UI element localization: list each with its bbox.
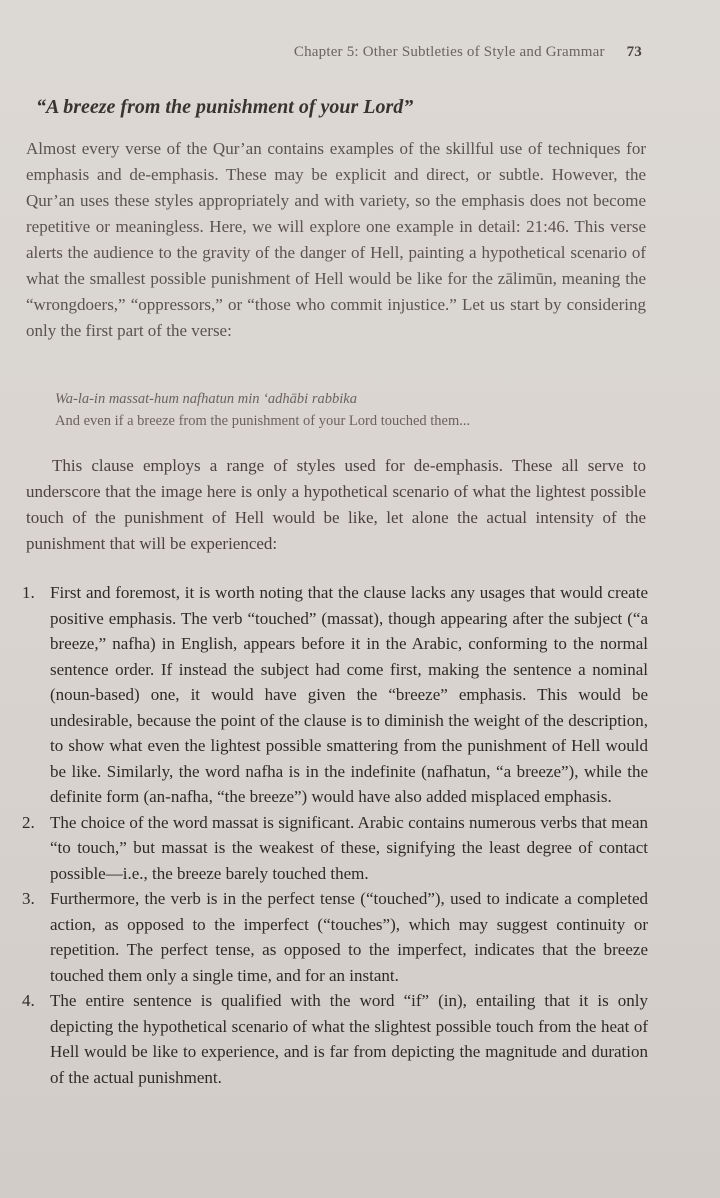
list-item-text: Furthermore, the verb is in the perfect tense (“touched”), used to indicate a completed action, as opposed to the imperfect (“touches”), which may suggest continuity or repetition. The perfect tense, as opposed to the imperfect, indicates that the breeze touched them only a single time, and for an instant. [50,889,648,985]
intro-paragraph: Almost every verse of the Qur’an contains examples of the skillful use of techniques for emphasis and de-emphasis. These may be explicit and direct, or subtle. However, the Qur’an uses these styles appropriately and with variety, so the emphasis does not become repetitive or meaningless. Here, we will explore one example in detail: 21:46. This verse alerts the audience to the gravity of the danger of Hell, painting a hypothetical scenario of what the smallest possible punishment of Hell would be like for the zālimūn, meaning the “wrongdoers,” “oppressors,” or “those who commit injustice.” Let us start by considering only the first part of the verse: [26,139,646,340]
list-item-number: 4. [22,991,35,1010]
list-item-text: The entire sentence is qualified with the word “if” (in), entailing that it is only depicting the hypothetical scenario of what the slightest possible touch from the heat of Hell would be like to experience, and is far from depicting the magnitude and duration of the actual punishment. [50,991,648,1087]
list-item [18,988,648,1090]
verse-transliteration: Wa-la-in massat-hum nafhatun min ‘adhābi rabbika [55,391,357,407]
list-item-number: 2. [22,812,35,832]
list-item-text: First and foremost, it is worth noting that the clause lacks any usages that would create positive emphasis. The verb “touched” (massat), though appearing after the subject (“a breeze,” nafha) in English, appears before it in the Arabic, conforming to the normal sentence order. If instead the subject had come first, making the sentence a nominal (noun-based) one, it would have given the “breeze” emphasis. This would be undesirable, because the point of the clause is to diminish the weight of the description, to show what even the lightest possible smattering from the punishment of Hell would be like. Similarly, the word nafha is in the indefinite (nafhatun, “a breeze”), while the definite form (an-nafha, “the breeze”) would have also added misplaced emphasis. [50,583,648,806]
section-heading: “A breeze from the punishment of your Lord” [36,96,414,118]
page-number: 73 [626,44,642,60]
clause-paragraph: This clause employs a range of styles used for de-emphasis. These all serve to underscore that the image here is only a hypothetical scenario of what the lightest possible touch of the punishment of Hell would be like, let alone the actual intensity of the punishment that will be experienced: [26,456,646,553]
list-item-text: The choice of the word massat is significant. Arabic contains numerous verbs that mean “to touch,” but massat is the weakest of these, signifying the least degree of contact possible—i.e., the breeze barely touched them. [50,812,648,883]
points-list [18,580,648,1090]
list-item [18,886,648,988]
chapter-title: Chapter 5: Other Subtleties of Style and Grammar [293,44,605,60]
running-head [294,44,642,61]
list-item [18,810,648,887]
list-item-number: 1. [22,583,35,602]
verse-block [55,388,645,432]
list-item-number: 3. [22,889,35,908]
verse-translation: And even if a breeze from the punishment of your Lord touched them... [55,413,471,429]
list-item [18,580,648,810]
